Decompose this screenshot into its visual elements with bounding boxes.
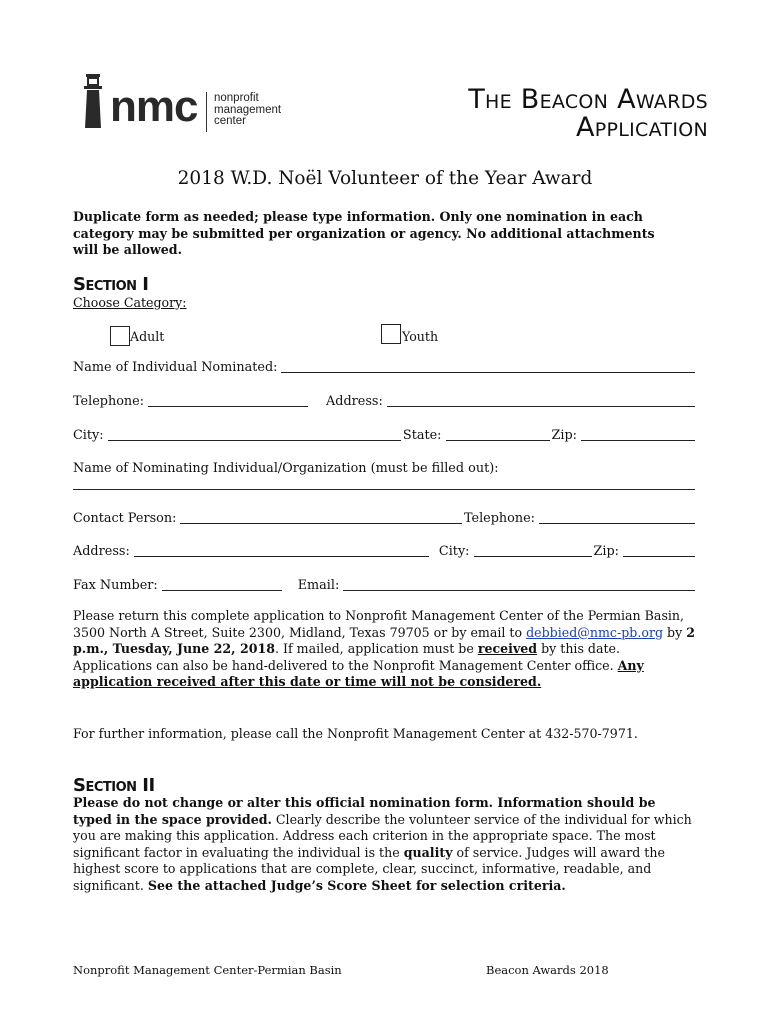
name-nominated-field[interactable] [281,360,695,373]
row-city-state-zip [73,425,697,443]
return-instructions: Please return this complete application to Nonprofit Management Center of the Permian Basin, 3500 North A Street, Suite 2300, Midland, Texas 79705 or by email to debbied@nmc-pb.org by 2 p.m., Tuesday, June 22, 2018. If mailed, application must be received by this date. Applications can also be hand-delivered to the Nonprofit Management Center office. Any application received after this date or time will not be considered. [73,608,695,690]
logo-wordmark: nmc [110,82,198,131]
zip2-label: Zip: [593,544,619,559]
youth-label: Youth [402,329,439,344]
row-name-nominated [73,357,697,375]
telephone2-field[interactable] [539,511,695,524]
lighthouse-icon [78,72,108,132]
deadline: 2 p.m., Tuesday, June 22, 2018 [73,624,695,657]
email-link[interactable]: debbied@nmc-pb.org [526,624,664,640]
adult-label: Adult [130,329,165,344]
state-field[interactable] [446,428,550,441]
row-telephone-address [73,391,697,409]
received-emphasis: received [477,641,538,657]
section-1-heading: Section I [73,274,149,295]
choose-category-label: Choose Category: [73,295,187,310]
address2-label: Address: [73,544,130,559]
fax-label: Fax Number: [73,578,158,593]
award-title: 2018 W.D. Noël Volunteer of the Year Award [177,168,593,189]
form-title-line2: Application [575,112,708,143]
row-nominating-field [73,474,697,492]
address-label: Address: [326,394,383,409]
section-2-text: Please do not change or alter this official nomination form. Information should be typed in the space provided. Clearly describe the volunteer service of the individual for which you are making this application. Address each criterion in the appropriate space. The most significant factor in evaluating the individual is the quality of service. Judges will award the highest score to applications that are complete, clear, succinct, informative, readable, and significant. See the attached Judge’s Score Sheet for selection criteria. [73,795,692,893]
logo-divider [206,92,207,132]
zip-label: Zip: [551,428,577,443]
telephone-label: Telephone: [73,394,145,409]
city2-field[interactable] [474,544,592,557]
email-field[interactable] [343,578,695,591]
email-label: Email: [297,578,340,593]
form-title-line1: The Beacon Awards [468,84,708,115]
state-label: State: [402,428,442,443]
name-nominated-label: Name of Individual Nominated: [73,360,278,375]
nominating-field[interactable] [73,477,695,490]
contact-person-label: Contact Person: [73,511,177,526]
fax-field[interactable] [162,578,282,591]
footer-left: Nonprofit Management Center-Permian Basin [73,963,342,977]
logo-subtext: nonprofit management center [214,92,282,127]
nominating-label: Name of Nominating Individual/Organization (must be filled out): [73,461,499,476]
adult-checkbox[interactable] [110,326,130,346]
youth-checkbox[interactable] [381,324,401,344]
row-fax-email [73,575,697,593]
row-address2 [73,541,697,559]
intro-text: Duplicate form as needed; please type information. Only one nomination in each category may be submitted per organization or agency. No additional attachments will be allowed. [73,209,655,258]
section-2-heading: Section II [73,775,155,796]
address-field[interactable] [387,394,695,407]
address2-field[interactable] [134,544,429,557]
city2-label: City: [438,544,470,559]
city-field[interactable] [108,428,401,441]
zip-field[interactable] [581,428,695,441]
footer-right: Beacon Awards 2018 [486,963,609,977]
zip2-field[interactable] [623,544,695,557]
city-label: City: [73,428,104,443]
info-line: For further information, please call the Nonprofit Management Center at 432-570-7971. [73,726,638,741]
telephone-field[interactable] [148,394,308,407]
telephone2-label: Telephone: [463,511,535,526]
late-warning: Any application received after this date or time will not be considered. [73,657,644,690]
row-contact [73,508,697,526]
contact-person-field[interactable] [180,511,462,524]
